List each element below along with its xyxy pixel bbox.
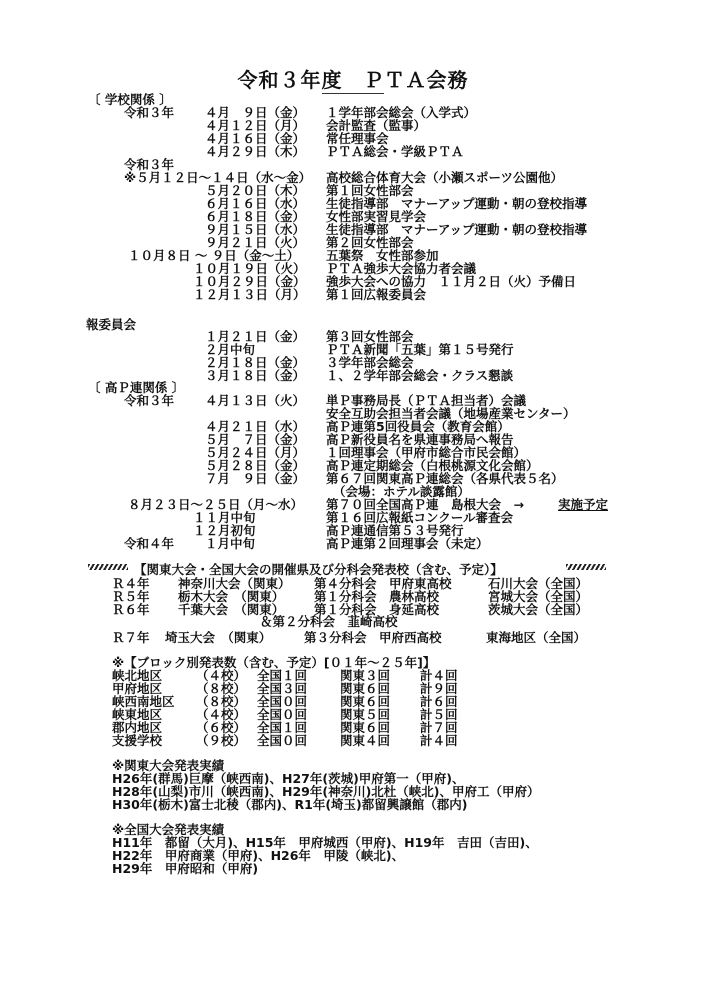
kanto-results-title: ※関東大会発表実績 [112,758,225,773]
era-label: 令和４年 [124,536,175,551]
event-date: ７月 ９日（金） [205,471,306,486]
block-national: 全国０回 [257,733,308,748]
event-text: １回理事会（甲府市総合市民会館） [326,445,527,460]
schedule-national: 東海地区（全国） [486,630,587,645]
era-label: 令和３年 [124,105,175,120]
block-kanto: 関東６回 [340,694,391,709]
event-text: 第１回広報委員会 [326,287,427,302]
event-text: 強歩大会への協力 １１月２日（火）予備日 [326,274,577,289]
national-results-line: H29年 甲府昭和（甲府) [112,861,259,876]
block-national: 全国１回 [257,720,308,735]
schedule-year: Ｒ７年 [112,630,150,645]
schedule-year: Ｒ５年 [112,589,150,604]
event-date: ８月２３日～２５日（月～水） [128,497,304,512]
event-date: ２月１８日（金） [205,355,306,370]
block-total: 計９回 [420,681,458,696]
event-text: ３学年部会総会 [326,355,414,370]
schedule-detail: 第１分科会 身延高校 [314,602,440,617]
national-results-title: ※全国大会発表実績 [112,822,225,837]
banner-stripe-right [566,564,606,570]
event-text: 第１回女性部会 [326,183,414,198]
schedule-detail: 第４分科会 甲府東高校 [314,576,452,591]
block-total: 計４回 [420,668,458,683]
event-text: １学年部会総会（入学式） [326,105,477,120]
event-date: ４月１３日（火） [205,393,306,408]
block-national: 全国１回 [257,668,308,683]
kanto-results-line: H28年(山梨)市川（峡西南)、H29年(神奈川)北杜（峡北)、甲府工（甲府） [112,784,540,799]
kanto-results-line: H26年(群馬)巨摩（峡西南)、H27年(茨城)甲府第一（甲府)、 [112,771,465,786]
block-total: 計７回 [420,720,458,735]
block-kanto: 関東６回 [340,720,391,735]
event-date: １月２１日（金） [205,329,306,344]
event-date: ９月１５日（水） [205,222,306,237]
event-date: ３月１８日（金） [205,368,306,383]
block-count: （６校） [196,720,247,735]
block-national: 全国３回 [257,681,308,696]
event-date: ５月２０日（木） [205,183,306,198]
event-text: 会計監査（監事） [326,118,427,133]
section-heading-kop: 〔 高Ｐ連関係 〕 [88,380,185,395]
event-date: １月中旬 [205,536,256,551]
event-date: ９月２１日（火） [205,235,306,250]
era-label: 令和３年 [124,157,175,172]
event-date: ４月２１日（水） [205,419,306,434]
schedule-detail: 第３分科会 甲府西高校 [304,630,442,645]
event-date: ６月１６日（水） [205,196,306,211]
block-count: （４校） [196,707,247,722]
event-date: １２月１３日（月） [193,287,306,302]
schedule-banner [88,560,616,576]
event-date: ４月１２日（月） [205,118,306,133]
event-text: 高校総合体育大会（小瀬スポーツ公園他） [326,170,564,185]
event-text: 高Ｐ連第5回役員会（教育会館） [326,419,510,434]
event-date: ５月２４日（月） [205,445,306,460]
title-underline [322,93,384,94]
block-national: 全国０回 [257,707,308,722]
block-kanto: 関東４回 [340,733,391,748]
event-text: ＰＴＡ新聞「五葉」第１５号発行 [326,342,514,357]
event-text: 安全互助会担当者会議（地場産業センター） [326,406,576,421]
event-text: 五葉祭 女性部参加 [326,248,439,263]
block-total: 計５回 [420,707,458,722]
block-count: （８校） [196,681,247,696]
event-text: ＰＴＡ総会・学級ＰＴＡ [326,144,464,159]
page-title: 令和３年度 ＰＴＡ会務 [237,68,469,92]
event-text: ＰＴＡ強歩大会協力者会議 [326,261,477,276]
event-date: １０月１９日（火） [193,261,306,276]
schedule-national: 石川大会（全国） [488,576,589,591]
schedule-year: Ｒ６年 [112,602,150,617]
event-text: 高Ｐ連定期総会（白根桃源文化会館） [326,458,539,473]
event-date: ５月 ７日（金） [205,432,306,447]
block-count: （４校） [196,668,247,683]
event-note: 実施予定 [558,497,609,512]
block-total: 計６回 [420,694,458,709]
national-results-line: H11年 都留（大月)、H15年 甲府城西（甲府)、H19年 吉田（吉田)、 [112,835,538,850]
event-text: 第３回女性部会 [326,329,414,344]
banner-title: 【関東大会・全国大会の開催県及び分科会発表校（含む、予定）】 [134,562,503,577]
event-date: １２月初旬 [193,523,256,538]
block-name: 峡北地区 [112,668,163,683]
event-text: （会場：ホテル談露館） [333,484,470,499]
block-name: 支援学校 [112,733,163,748]
event-text: 高Ｐ連通信第５３号発行 [326,523,464,538]
event-text: 第１６回広報紙コンクール審査会 [326,510,514,525]
event-text: 単Ｐ事務局長（ＰＴＡ担当者）会議 [326,393,527,408]
event-text: 高Ｐ新役員名を県連事務局へ報告 [326,432,514,447]
block-name: 郡内地区 [112,720,163,735]
blocks-title: ※【ブロック別発表数（含む、予定）[０１年～２５年]】 [112,655,436,670]
block-name: 峡東地区 [112,707,163,722]
schedule-detail: 第１分科会 農林高校 [314,589,440,604]
section-heading-press: 報委員会 [86,317,137,332]
national-results-line: H22年 甲府商業（甲府)、H26年 甲陵（峡北)、 [112,848,405,863]
event-date: １０月２９日（金） [193,274,306,289]
schedule-national: 宮城大会（全国） [488,589,589,604]
banner-stripe-left [88,564,128,570]
block-name: 峡西南地区 [112,694,175,709]
block-kanto: 関東６回 [340,681,391,696]
event-date: ４月 ９日（金） [205,105,306,120]
block-kanto: 関東５回 [340,707,391,722]
event-date: ４月１６日（金） [205,131,306,146]
era-label: 令和３年 [124,393,175,408]
event-date: ※５月１２日～１４日（水～金） [124,170,312,185]
block-name: 甲府地区 [112,681,163,696]
schedule-host: 栃木大会 （関東） [178,589,285,604]
schedule-host: 埼玉大会 （関東） [165,630,272,645]
block-count: （９校） [196,733,247,748]
event-text: 高Ｐ連第２回理事会（未定） [326,536,489,551]
event-date: ５月２８日（金） [205,458,306,473]
event-date: ４月２９日（木） [205,144,306,159]
section-heading-school: 〔 学校関係 〕 [88,92,172,107]
block-national: 全国０回 [257,694,308,709]
event-date: １０月８日 ～ ９日（金～土） [128,248,300,263]
event-text: 生徒指導部 マナーアップ運動・朝の登校指導 [326,196,588,211]
event-text: 女性部実習見学会 [326,209,427,224]
event-text: 第６７回関東高Ｐ連総会（各県代表５名） [326,471,564,486]
schedule-extra: ＆第２分科会 韮崎高校 [260,614,398,629]
event-text: １、２学年部会総会・クラス懇談 [326,368,514,383]
block-count: （８校） [196,694,247,709]
event-text: 生徒指導部 マナーアップ運動・朝の登校指導 [326,222,588,237]
event-text: 第７０回全国高Ｐ連 島根大会 → [326,497,524,512]
event-date: ２月中旬 [205,342,256,357]
event-date: １１月中旬 [193,510,256,525]
schedule-host: 千葉大会 （関東） [178,602,285,617]
kanto-results-line: H30年(栃木)富士北稜（郡内)、R1年(埼玉)都留興譲館（郡内) [112,797,468,812]
schedule-national: 茨城大会（全国） [488,602,589,617]
block-kanto: 関東３回 [340,668,391,683]
schedule-host: 神奈川大会（関東） [178,576,291,591]
event-date: ６月１８日（金） [205,209,306,224]
block-total: 計４回 [420,733,458,748]
event-text: 常任理事会 [326,131,389,146]
event-text: 第２回女性部会 [326,235,414,250]
schedule-year: Ｒ４年 [112,576,150,591]
